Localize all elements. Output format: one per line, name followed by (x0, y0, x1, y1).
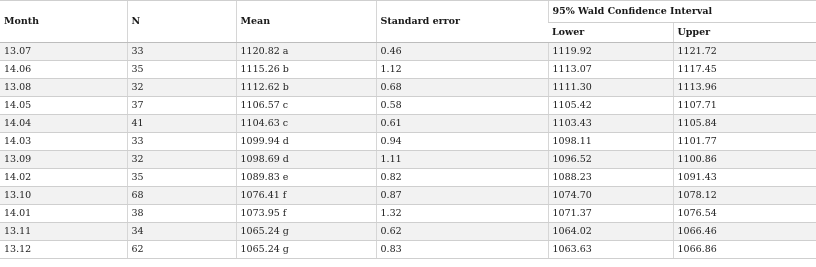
cell-mean: 1099.94 d (236, 133, 376, 151)
cell-month: 14.02 (0, 169, 127, 187)
cell-mean: 1065.24 g (236, 241, 376, 259)
cell-mean: 1098.69 d (236, 151, 376, 169)
cell-n: 35 (127, 61, 236, 79)
cell-month: 14.06 (0, 61, 127, 79)
cell-mean: 1120.82 a (236, 43, 376, 61)
cell-n: 33 (127, 133, 236, 151)
header-upper: Upper (673, 23, 816, 43)
cell-n: 32 (127, 79, 236, 97)
cell-lower: 1074.70 (548, 187, 673, 205)
header-row-top (0, 1, 816, 23)
cell-month: 14.04 (0, 115, 127, 133)
cell-standard-error: 0.87 (376, 187, 548, 205)
cell-n: 68 (127, 187, 236, 205)
table-header (0, 1, 816, 43)
cell-standard-error: 0.94 (376, 133, 548, 151)
cell-standard-error: 0.62 (376, 223, 548, 241)
table-row (0, 241, 816, 259)
cell-standard-error: 0.83 (376, 241, 548, 259)
cell-upper: 1105.84 (673, 115, 816, 133)
cell-mean: 1065.24 g (236, 223, 376, 241)
cell-standard-error: 1.11 (376, 151, 548, 169)
table-row (0, 115, 816, 133)
cell-mean: 1076.41 f (236, 187, 376, 205)
cell-upper: 1107.71 (673, 97, 816, 115)
cell-standard-error: 0.68 (376, 79, 548, 97)
cell-upper: 1113.96 (673, 79, 816, 97)
cell-mean: 1106.57 c (236, 97, 376, 115)
cell-standard-error: 0.58 (376, 97, 548, 115)
cell-month: 13.07 (0, 43, 127, 61)
header-mean: Mean (236, 1, 376, 43)
table-row (0, 205, 816, 223)
table-row (0, 169, 816, 187)
table-row (0, 133, 816, 151)
cell-lower: 1105.42 (548, 97, 673, 115)
cell-standard-error: 0.46 (376, 43, 548, 61)
table-row (0, 223, 816, 241)
table-row (0, 97, 816, 115)
table-body (0, 43, 816, 259)
cell-lower: 1071.37 (548, 205, 673, 223)
cell-month: 13.08 (0, 79, 127, 97)
cell-month: 14.05 (0, 97, 127, 115)
cell-month: 14.01 (0, 205, 127, 223)
cell-mean: 1089.83 e (236, 169, 376, 187)
cell-month: 13.10 (0, 187, 127, 205)
cell-n: 41 (127, 115, 236, 133)
cell-lower: 1088.23 (548, 169, 673, 187)
table-row (0, 151, 816, 169)
cell-n: 32 (127, 151, 236, 169)
table-row (0, 43, 816, 61)
header-lower: Lower (548, 23, 673, 43)
cell-lower: 1096.52 (548, 151, 673, 169)
table-row (0, 79, 816, 97)
cell-n: 35 (127, 169, 236, 187)
cell-upper: 1121.72 (673, 43, 816, 61)
cell-mean: 1112.62 b (236, 79, 376, 97)
cell-lower: 1111.30 (548, 79, 673, 97)
cell-n: 62 (127, 241, 236, 259)
cell-upper: 1101.77 (673, 133, 816, 151)
cell-upper: 1100.86 (673, 151, 816, 169)
cell-upper: 1066.46 (673, 223, 816, 241)
table-row (0, 187, 816, 205)
cell-n: 33 (127, 43, 236, 61)
cell-upper: 1076.54 (673, 205, 816, 223)
cell-upper: 1091.43 (673, 169, 816, 187)
cell-month: 14.03 (0, 133, 127, 151)
cell-mean: 1115.26 b (236, 61, 376, 79)
cell-mean: 1104.63 c (236, 115, 376, 133)
cell-month: 13.12 (0, 241, 127, 259)
cell-upper: 1066.86 (673, 241, 816, 259)
header-standard-error: Standard error (376, 1, 548, 43)
cell-n: 38 (127, 205, 236, 223)
cell-upper: 1078.12 (673, 187, 816, 205)
cell-lower: 1113.07 (548, 61, 673, 79)
cell-lower: 1064.02 (548, 223, 673, 241)
cell-lower: 1063.63 (548, 241, 673, 259)
cell-lower: 1119.92 (548, 43, 673, 61)
cell-n: 34 (127, 223, 236, 241)
cell-mean: 1073.95 f (236, 205, 376, 223)
header-confidence-interval: 95% Wald Confidence Interval (548, 1, 816, 23)
cell-lower: 1103.43 (548, 115, 673, 133)
cell-lower: 1098.11 (548, 133, 673, 151)
cell-month: 13.09 (0, 151, 127, 169)
table-row (0, 61, 816, 79)
cell-month: 13.11 (0, 223, 127, 241)
cell-upper: 1117.45 (673, 61, 816, 79)
cell-standard-error: 1.12 (376, 61, 548, 79)
header-month: Month (0, 1, 127, 43)
cell-standard-error: 0.61 (376, 115, 548, 133)
cell-standard-error: 0.82 (376, 169, 548, 187)
cell-n: 37 (127, 97, 236, 115)
cell-standard-error: 1.32 (376, 205, 548, 223)
header-n: N (127, 1, 236, 43)
